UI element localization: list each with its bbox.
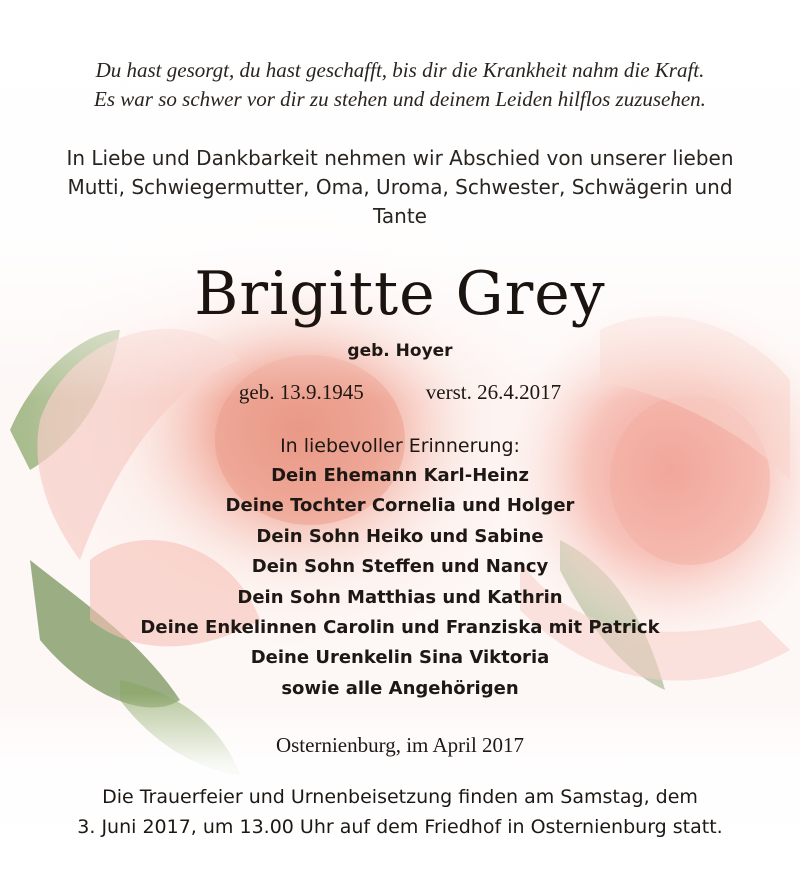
maiden-name: geb. Hoyer bbox=[347, 341, 453, 361]
mourner-line: Dein Ehemann Karl-Heinz bbox=[271, 465, 529, 486]
mourner-line: sowie alle Angehörigen bbox=[281, 678, 519, 699]
intro-line: Tante bbox=[373, 204, 427, 228]
life-dates bbox=[0, 378, 800, 406]
mourner-line: Deine Urenkelin Sina Viktoria bbox=[250, 647, 550, 668]
place-date: Osternienburg, im April 2017 bbox=[275, 733, 525, 757]
quote-line: Es war so schwer vor dir zu stehen und deinem Leiden hilflos zuzusehen. bbox=[94, 87, 706, 111]
memory-heading: In liebevoller Erinnerung: bbox=[280, 435, 520, 457]
mourner-line: Dein Sohn Matthias und Kathrin bbox=[237, 587, 563, 608]
mourner-line: Dein Sohn Steffen und Nancy bbox=[251, 556, 549, 577]
birth-date: geb. 13.9.1945 bbox=[238, 380, 364, 404]
intro-line: In Liebe und Dankbarkeit nehmen wir Abschied von unserer lieben bbox=[66, 146, 734, 170]
death-date: verst. 26.4.2017 bbox=[425, 380, 562, 404]
closing-line: Die Trauerfeier und Urnenbeisetzung finden am Samstag, dem bbox=[102, 786, 698, 808]
intro-line: Mutti, Schwiegermutter, Oma, Uroma, Schwester, Schwägerin und bbox=[67, 175, 733, 199]
deceased-name: Brigitte Grey bbox=[194, 259, 606, 329]
closing-line: 3. Juni 2017, um 13.00 Uhr auf dem Friedhof in Osternienburg statt. bbox=[77, 816, 723, 838]
mourner-line: Dein Sohn Heiko und Sabine bbox=[256, 526, 544, 547]
quote-line: Du hast gesorgt, du hast geschafft, bis dir die Krankheit nahm die Kraft. bbox=[95, 58, 705, 82]
mourner-line: Deine Tochter Cornelia und Holger bbox=[225, 495, 575, 516]
mourner-line: Deine Enkelinnen Carolin und Franziska mit Patrick bbox=[140, 617, 660, 638]
